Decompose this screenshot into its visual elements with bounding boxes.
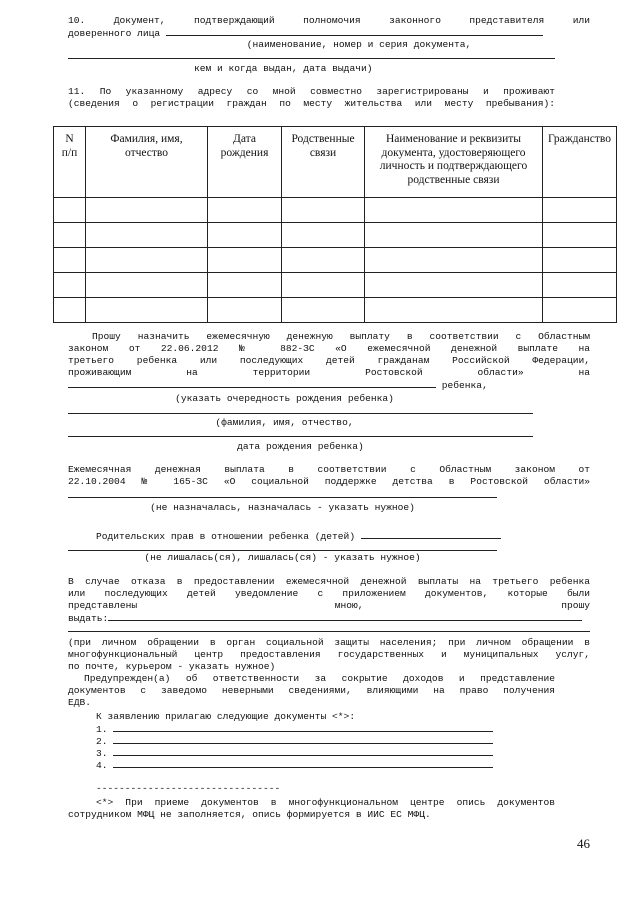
warning-line2: документов с заведомо неверными сведениями, влияющими на право получения [68, 685, 555, 696]
page-number: 46 [577, 836, 590, 851]
attach-item-1-field[interactable] [113, 723, 493, 732]
section10-caption2: кем и когда выдан, дата выдачи) [194, 63, 373, 74]
col-header-birthdate: Дата рождения [208, 127, 282, 198]
table-cell[interactable] [365, 248, 543, 273]
appeal-line2: многофункциональный центр предоставления государственных и муниципальных услуг, [68, 649, 590, 660]
request-caption3: дата рождения ребенка) [237, 441, 364, 452]
monthly-line1: Ежемесячная денежная выплата в соответствии с Областным законом от [68, 464, 590, 475]
section10-line1: 10. Документ, подтверждающий полномочия законного представителя или [68, 15, 590, 26]
table-cell[interactable] [54, 223, 86, 248]
col-header-citizenship: Гражданство [543, 127, 617, 198]
monthly-caption: (не назначалась, назначалась - указать нужное) [150, 502, 415, 513]
table-cell[interactable] [86, 198, 208, 223]
attach-item-number: 1. [96, 724, 108, 735]
attach-item-4-field[interactable] [113, 759, 493, 768]
table-cell[interactable] [54, 248, 86, 273]
parental-rights-field-2[interactable] [68, 550, 497, 551]
table-cell[interactable] [543, 223, 617, 248]
representative-doc-field[interactable] [166, 27, 543, 36]
table-cell[interactable] [86, 223, 208, 248]
refusal-line3: представлены мною, прошу [68, 600, 590, 611]
footnote-line1: <*> При приеме документов в многофункциональном центре опись документов [96, 797, 555, 808]
section10-caption1: (наименование, номер и серия документа, [246, 39, 472, 50]
attach-item-4 [68, 759, 618, 772]
appeal-line1: (при личном обращении в орган социальной защиты населения; при личном обращении в [68, 637, 590, 648]
table-row [54, 298, 617, 323]
attach-item-2 [68, 735, 618, 748]
attach-item-3 [68, 747, 618, 760]
section10-line2 [68, 27, 590, 40]
table-row [54, 223, 617, 248]
table-row [54, 198, 617, 223]
parental-label: Родительских прав в отношении ребенка (детей) [96, 531, 356, 542]
col-header-relation: Родственные связи [282, 127, 365, 198]
child-name-field[interactable] [68, 413, 533, 414]
refusal-line2: или последующих детей уведомление с приложением документов, которые были [68, 588, 590, 599]
table-cell[interactable] [54, 298, 86, 323]
attach-item-number: 2. [96, 736, 108, 747]
refusal-line4 [68, 612, 590, 625]
table-cell[interactable] [208, 298, 282, 323]
attach-item-number: 4. [96, 760, 108, 771]
request-line2: законом от 22.06.2012 № 882-ЗС «О ежемесячной денежной выплате на [68, 343, 590, 354]
warning-line1: Предупрежден(а) об ответственности за сокрытие доходов и представление [84, 673, 555, 684]
table-cell[interactable] [282, 198, 365, 223]
table-cell[interactable] [365, 298, 543, 323]
section11-line2: (сведения о регистрации граждан по месту жительства или месту пребывания): [68, 98, 555, 109]
refusal-method-field[interactable] [108, 612, 582, 621]
footnote-line2: сотрудником МФЦ не заполняется, опись формируется в ИИС ЕС МФЦ. [68, 809, 431, 820]
table-cell[interactable] [86, 248, 208, 273]
child-birthdate-field[interactable] [68, 436, 533, 437]
table-cell[interactable] [365, 273, 543, 298]
table-cell[interactable] [208, 248, 282, 273]
table-cell[interactable] [86, 298, 208, 323]
table-cell[interactable] [543, 273, 617, 298]
table-cell[interactable] [208, 223, 282, 248]
table-cell[interactable] [208, 273, 282, 298]
table-cell[interactable] [282, 248, 365, 273]
appeal-line3: по почте, курьером - указать нужное) [68, 661, 276, 672]
refusal-issue-label: выдать: [68, 613, 109, 624]
parental-caption: (не лишалась(ся), лишалась(ся) - указать нужное) [144, 552, 421, 563]
table-row [54, 273, 617, 298]
footnote-rule: -------------------------------- [96, 783, 281, 794]
request-line4: проживающим на территории Ростовской области» на [68, 367, 590, 378]
parental-line1 [68, 530, 590, 543]
child-order-field[interactable] [68, 379, 436, 388]
table-header-row [54, 127, 617, 198]
attach-item-1 [68, 723, 618, 736]
attach-item-2-field[interactable] [113, 735, 493, 744]
table-cell[interactable] [365, 198, 543, 223]
table-cell[interactable] [543, 198, 617, 223]
col-header-number: N п/п [54, 127, 86, 198]
table-row [54, 248, 617, 273]
table-cell[interactable] [54, 198, 86, 223]
table-cell[interactable] [365, 223, 543, 248]
request-line1: Прошу назначить ежемесячную денежную выплату в соответствии с Областным [92, 331, 590, 342]
attach-item-number: 3. [96, 748, 108, 759]
col-header-fullname: Фамилия, имя, отчество [86, 127, 208, 198]
request-line5 [68, 379, 590, 392]
request-caption2: (фамилия, имя, отчество, [215, 417, 354, 428]
table-cell[interactable] [208, 198, 282, 223]
request-caption1: (указать очередность рождения ребенка) [175, 393, 394, 404]
request-line3: третьего ребенка или последующих детей гражданам Российской Федерации, [68, 355, 590, 366]
refusal-line1: В случае отказа в предоставлении ежемесячной денежной выплаты на третьего ребенка [68, 576, 590, 587]
table-cell[interactable] [543, 248, 617, 273]
col-header-document: Наименование и реквизиты документа, удостоверяющего личность и подтверждающего родственные связи [365, 127, 543, 198]
monthly-line2: 22.10.2004 № 165-ЗС «О социальной поддержке детства в Ростовской области» [68, 476, 590, 487]
attach-item-3-field[interactable] [113, 747, 493, 756]
refusal-method-field-2[interactable] [68, 631, 590, 632]
table-cell[interactable] [282, 223, 365, 248]
table-cell[interactable] [543, 298, 617, 323]
table-cell[interactable] [282, 273, 365, 298]
monthly-status-field[interactable] [68, 497, 497, 498]
parental-rights-field[interactable] [361, 530, 501, 539]
warning-line3: ЕДВ. [68, 697, 92, 708]
attach-title: К заявлению прилагаю следующие документы <*>: [96, 711, 356, 722]
table-cell[interactable] [282, 298, 365, 323]
section10-line2-label: доверенного лица [68, 28, 161, 39]
request-child-word: ребенка, [441, 380, 488, 391]
section11-line1: 11. По указанному адресу со мной совместно зарегистрированы и проживают [68, 86, 555, 97]
cohabitants-table [53, 126, 617, 323]
representative-doc-field-2[interactable] [68, 58, 555, 59]
table-cell[interactable] [86, 273, 208, 298]
table-cell[interactable] [54, 273, 86, 298]
